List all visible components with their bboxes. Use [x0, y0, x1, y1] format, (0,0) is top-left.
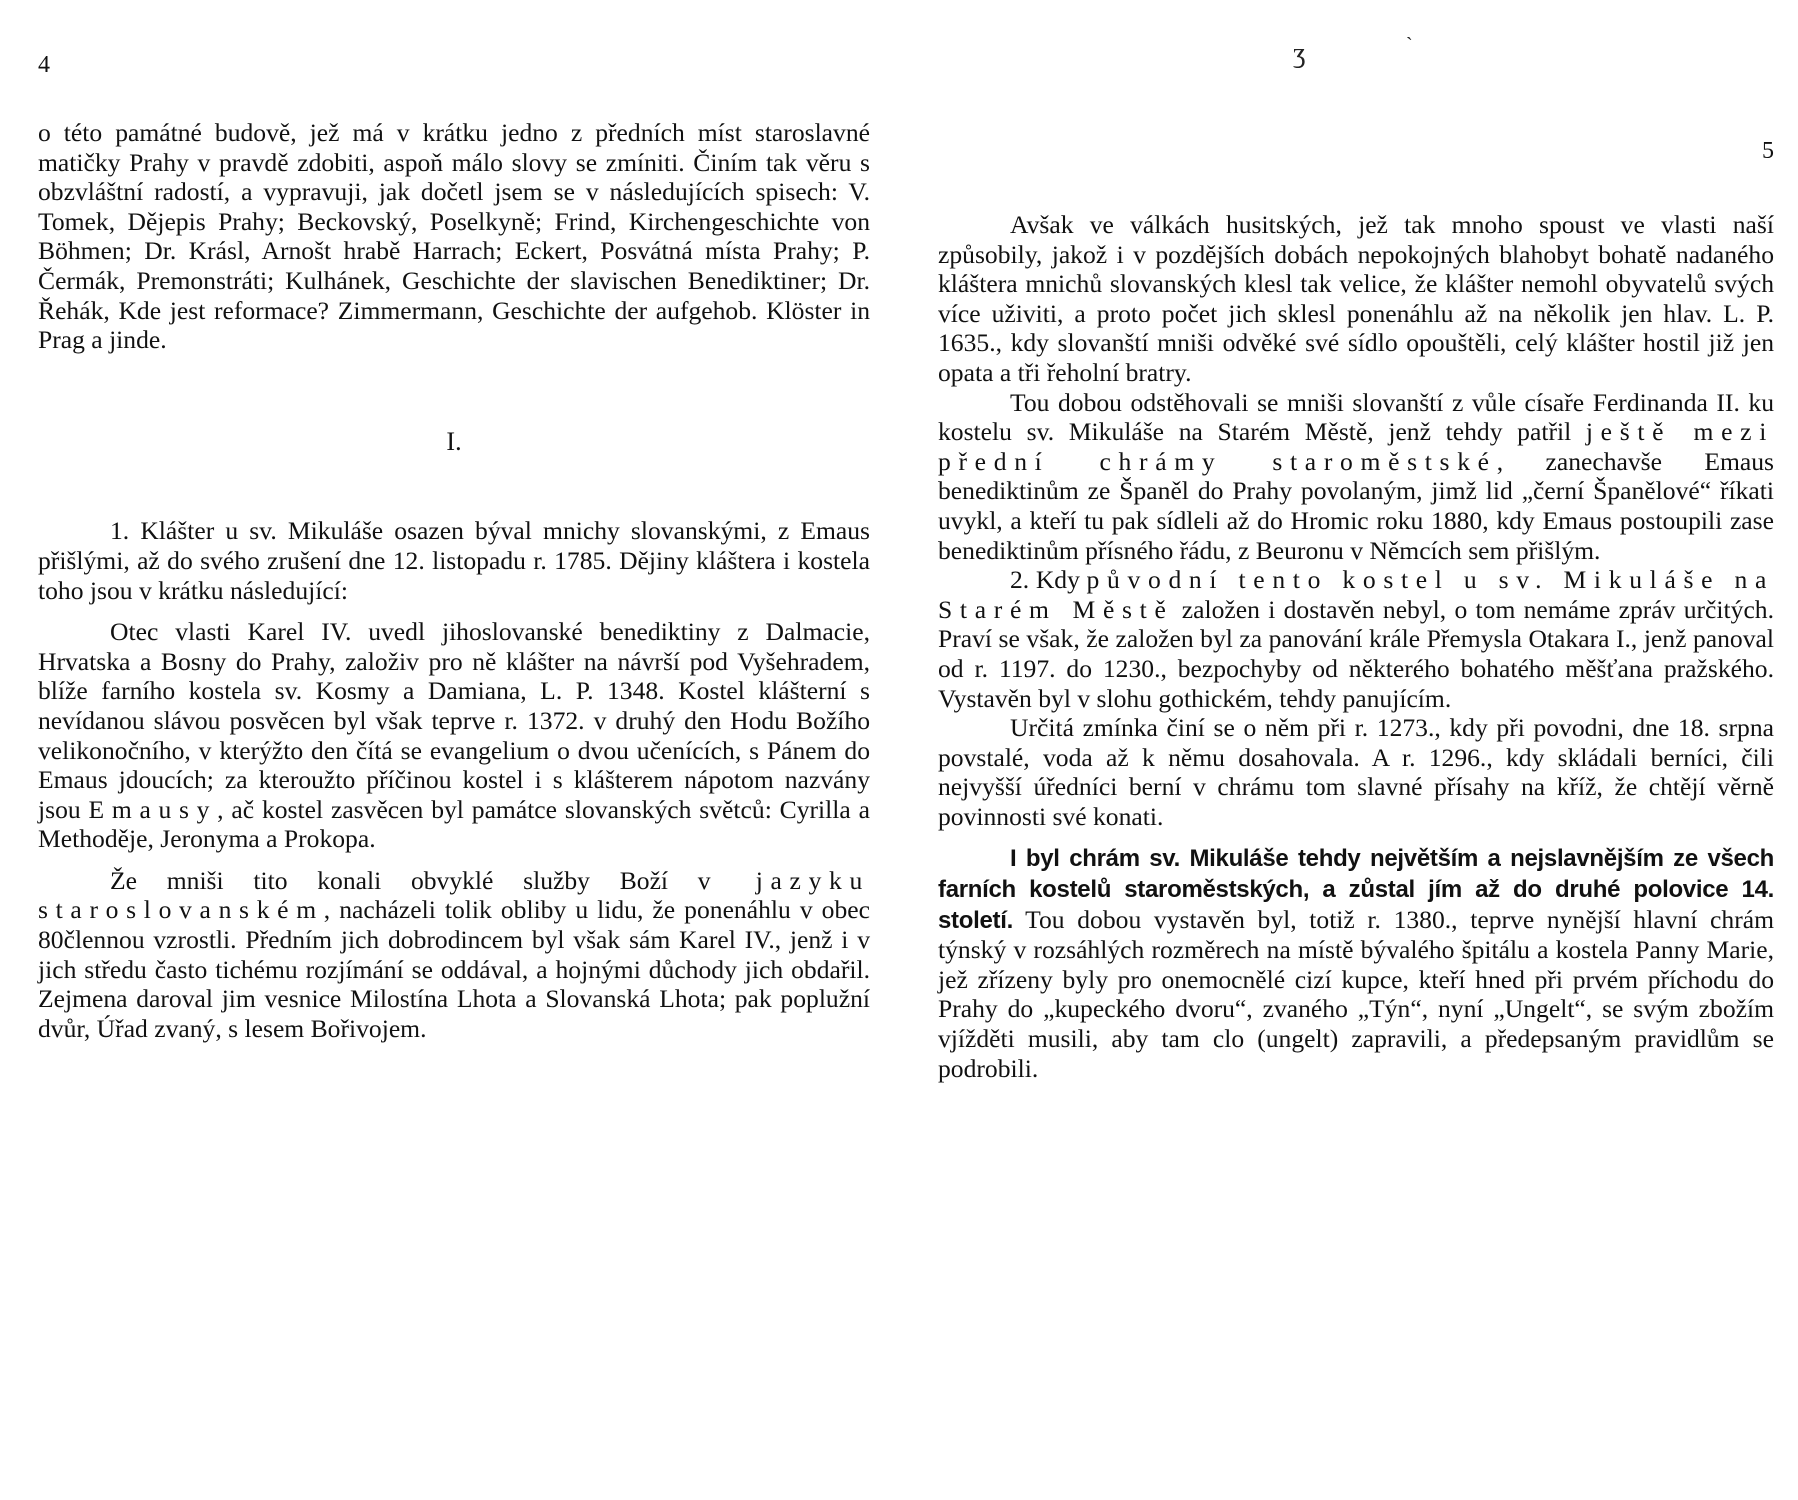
paragraph-2: Tou dobou odstěhovali se mniši slovanští z vůle císaře Ferdinanda II. ku kostelu sv. Mikuláše na Starém Městě, jenž tehdy patřil ještě mezi přední chrámy staroměstské, zanechavše Emaus benediktinům ze Španěl do Prahy povolaným, jimž lid „černí Španělové“ říkati uvykl, a kteří tu pak sídleli až do Hromic roku 1880, kdy Emaus postoupili zase benediktinům přísného řádu, z Beuronu v Němcích sem přišlým. — [938, 387, 1774, 565]
paragraph-4: Určitá zmínka činí se o něm při r. 1273., kdy při povodni, dne 18. srpna povstalé, voda až k němu dosahovala. A r. 1296., kdy skládali berníci, čili nejvyšší úředníci berní v chrámu tom slavné přísahy na kříž, že chtějí věrně povinnosti své konati. — [938, 713, 1774, 831]
paragraph-2: Otec vlasti Karel IV. uvedl jihoslovanské benediktiny z Dalmacie, Hrvatska a Bosny do Prahy, založiv pro ně klášter na návrší pod Vyšehradem, blíže farního kostela sv. Kosmy a Damiana, L. P. 1348. Kostel klášterní s nevídanou slávou posvěcen byl však teprve r. 1372. v druhý den Hodu Božího velikonočního, v kterýžto den čítá se evangelium o dvou učenících, s Pánem do Emaus jdoucích; za kteroužto příčinou kostel i s klášterem nápotom nazvány jsou Emausy, ač kostel zasvěcen byl památce slovanských světců: Cyrilla a Methoděje, Jeronyma a Prokopa. — [38, 617, 870, 854]
bold-emphasis: I byl chrám sv. Mikuláše tehdy největším a nejslavnějším ze všech farních kostelů staroměstských, a zůstal jím až do druhé polovice 14. století. — [938, 845, 1774, 934]
paragraph-5: I byl chrám sv. Mikuláše tehdy největším a nejslavnějším ze všech farních kostelů staroměstských, a zůstal jím až do druhé polovice 14. století. Tou dobou vystavěn byl, totiž r. 1380., teprve nynější hlavní chrám týnský v rozsáhlých rozměrech na místě bývalého špitálu a kostela Panny Marie, jež zřízeny byly pro onemocnělé cizí kupce, kteří hned při prvém příchodu do Prahy do „kupeckého dvoru“, zvaného „Týn“, nyní „Ungelt“, se svým zbožím vjížděti musili, aby tam clo (ungelt) zapravili, a předepsaným pravidlům se podrobili. — [938, 845, 1774, 1083]
right-page-body — [938, 210, 1774, 1083]
paragraph-3: Že mniši tito konali obvyklé služby Boží v jazyku staroslovanském, nacházeli tolik obliby u lidu, že ponenáhlu v obec 80člennou vzrostli. Předním jich dobrodincem byl však sám Karel IV., jenž i v jich středu často tichému rozjímání se oddával, a hojnými důchody jich obdařil. Zejmena daroval jim vesnice Milostína Lhota a Slovanská Lhota; pak poplužní dvůr, Úřad zvaný, s lesem Bořivojem. — [38, 865, 870, 1043]
intro-paragraph: o této památné budově, jež má v krátku jedno z předních míst staroslavné matičky Prahy v pravdě zdobiti, aspoň málo slovy se zmíniti. Činím tak věru s obzvláštní radostí, a vypravuji, jak dočetl jsem se v následujících spisech: V. Tomek, Dějepis Prahy; Beckovský, Poselkyně; Frind, Kirchengeschichte von Böhmen; Dr. Krásl, Arnošt hrabě Harrach; Eckert, Posvátná místa Prahy; P. Čermák, Premonstráti; Kulhánek, Geschichte der slavischen Benediktiner; Dr. Řehák, Kde jest reformace? Zimmermann, Geschichte der aufgehob. Klöster in Prag a jinde. — [38, 118, 870, 355]
left-page — [38, 0, 870, 1500]
page-number-right: 5 — [1762, 138, 1774, 164]
page-number-left: 4 — [38, 52, 50, 78]
spaced-text: v jazyku staroslovanském — [38, 865, 870, 925]
spaced-text: Emausy — [88, 794, 218, 824]
spaced-text: původní tento kostel u sv. Mikuláše na Starém Městě — [938, 565, 1774, 624]
spaced-text: ještě mezi přední chrámy staroměstské — [938, 417, 1774, 476]
left-page-body — [38, 118, 870, 1043]
ink-smudge: ˋ — [1406, 34, 1413, 56]
paragraph-1: 1. Klášter u sv. Mikuláše osazen býval mnichy slovanskými, z Emaus přišlými, až do svého zrušení dne 12. listopadu r. 1785. Dějiny kláštera i kostela toho jsou v krátku následující: — [38, 516, 870, 605]
ink-smudge: ʒ — [1293, 38, 1306, 69]
paragraph-1: Avšak ve válkách husitských, jež tak mnoho spoust ve vlasti naší způsobily, jakož i v pozdějších dobách nepokojných blahobyt bohatě nadaného kláštera mnichů slovanských klesl tak velice, že klášter nemohl obyvatelů svých více uživiti, a proto počet jich sklesl ponenáhlu až na několik jen hlav. L. P. 1635., kdy slovanští mniši odvěké své sídlo opouštěli, celý klášter hostil již jen opata a tři řeholní bratry. — [938, 210, 1774, 387]
right-page — [938, 0, 1774, 1500]
paragraph-3: 2. Kdy původní tento kostel u sv. Mikuláše na Starém Městě založen i dostavěn nebyl, o tom nemáme zpráv určitých. Praví se však, že založen byl za panování krále Přemysla Otakara I., jenž panoval od r. 1197. do 1230., bezpochyby od některého bohatého měšťana pražského. Vystavěn byl v slohu gothickém, tehdy panujícím. — [938, 565, 1774, 713]
section-heading: I. — [446, 426, 462, 456]
